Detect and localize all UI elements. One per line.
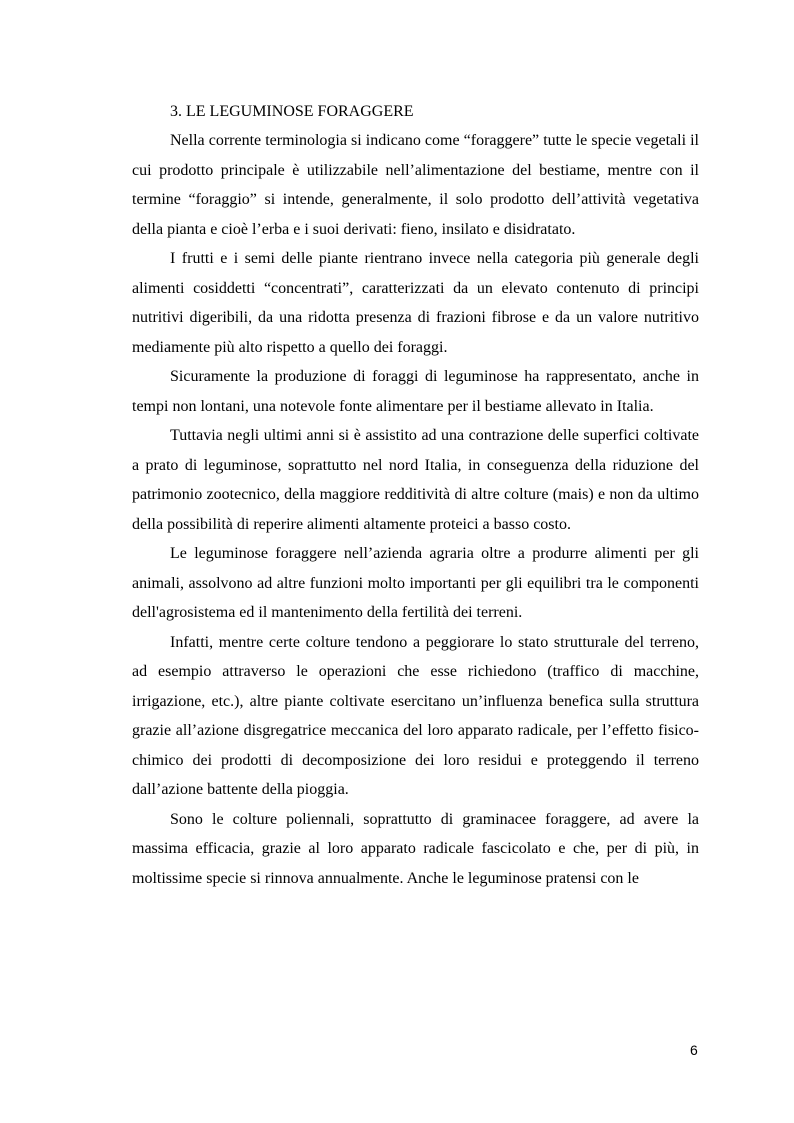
paragraph-5: Le leguminose foraggere nell’azienda agraria oltre a produrre alimenti per gli animali, assolvono ad altre funzioni molto importanti per gli equilibri tra le componenti dell'agrosistema ed il mantenimento della fertilità dei terreni.	[132, 545, 699, 621]
paragraph-3: Sicuramente la produzione di foraggi di leguminose ha rappresentato, anche in tempi non lontani, una notevole fonte alimentare per il bestiame allevato in Italia.	[132, 368, 699, 415]
paragraph-1: Nella corrente terminologia si indicano come “foraggere” tutte le specie vegetali il cui prodotto principale è utilizzabile nell’alimentazione del bestiame, mentre con il termine “foraggio” si intende, generalmente, il solo prodotto dell’attività vegetativa della pianta e cioè l’erba e i suoi derivati: fieno, insilato e disidratato.	[132, 132, 699, 238]
paragraph-6: Infatti, mentre certe colture tendono a peggiorare lo stato strutturale del terreno, ad esempio attraverso le operazioni che esse richiedono (traffico di macchine, irrigazione, etc.), altre piante coltivate esercitano un’influenza benefica sulla struttura grazie all’azione disgregatrice meccanica del loro apparato radicale, per l’effetto fisico-chimico dei prodotti di decomposizione dei loro residui e proteggendo il terreno dall’azione battente della pioggia.	[132, 633, 699, 798]
paragraph-4: Tuttavia negli ultimi anni si è assistito ad una contrazione delle superfici coltivate a prato di leguminose, soprattutto nel nord Italia, in conseguenza della riduzione del patrimonio zootecnico, della maggiore redditività di altre colture (mais) e non da ultimo della possibilità di reperire alimenti altamente proteici a basso costo.	[132, 427, 699, 533]
paragraph-2: I frutti e i semi delle piante rientrano invece nella categoria più generale degli alimenti cosiddetti “concentrati”, caratterizzati da un elevato contenuto di principi nutritivi digeribili, da una ridotta presenza di frazioni fibrose e da un valore nutritivo mediamente più alto rispetto a quello dei foraggi.	[132, 250, 699, 356]
section-heading: 3. LE LEGUMINOSE FORAGGERE	[170, 103, 414, 120]
paragraph-7: Sono le colture poliennali, soprattutto di graminacee foraggere, ad avere la massima efficacia, grazie al loro apparato radicale fascicolato e che, per di più, in moltissime specie si rinnova annualmente. Anche le leguminose pratensi con le	[132, 810, 699, 887]
page-number: 6	[690, 1042, 698, 1058]
document-page	[132, 98, 699, 893]
